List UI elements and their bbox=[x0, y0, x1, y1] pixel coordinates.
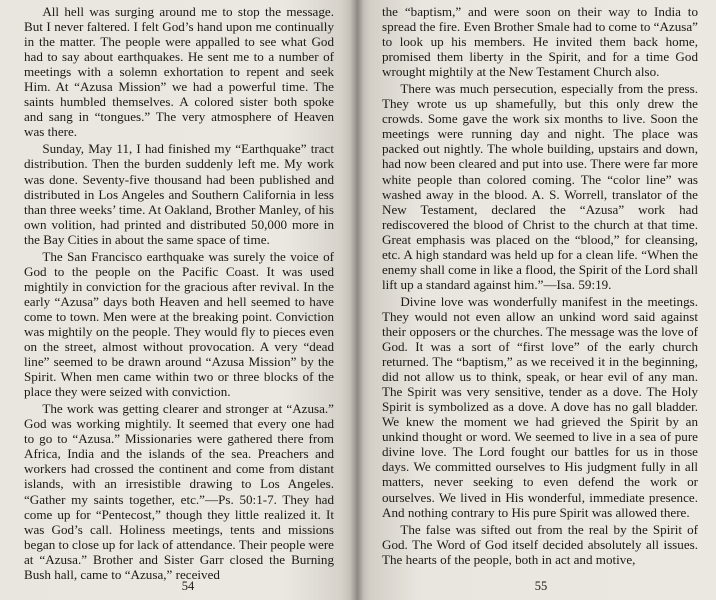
paragraph: The work was getting clearer and stronger at “Azusa.” God was working mightily. It seemed that every one had to go to “Azusa.” Missionaries were gathered there from Africa, India and the islands of the sea. Preachers and workers had crossed the continent and come from distant islands, with an irresistible drawing to Los Angeles. “Gather my saints together, etc.”—Ps. 50:1-7. They had come up for “Pentecost,” though they little realized it. It was God’s call. Holiness meetings, tents and missions began to close up for lack of attendance. Their people were at “Azusa.” Brother and Sister Garr closed the Burning Bush hall, came to “Azusa,” received bbox=[24, 401, 334, 582]
paragraph: Sunday, May 11, I had finished my “Earthquake” tract distribution. Then the burden suddenly left me. My work was done. Seventy-five thousand had been published and distributed in Los Angeles and Southern California in less than three weeks’ time. At Oakland, Brother Manley, of his own volition, had printed and distributed 50,000 more in the Bay Cities in about the same space of time. bbox=[24, 141, 334, 247]
right-page bbox=[356, 0, 716, 600]
paragraph: The San Francisco earthquake was surely the voice of God to the people on the Pacific Coast. It was used mightily in conviction for the gracious after revival. In the early “Azusa” days both Heaven and hell seemed to have come to town. Men were at the breaking point. Conviction was mightily on the people. They would fly to pieces even on the street, almost without provocation. A very “dead line” seemed to be drawn around “Azusa Mission” by the Spirit. When men came within two or three blocks of the place they were seized with conviction. bbox=[24, 248, 334, 400]
left-page bbox=[0, 0, 356, 600]
paragraph: The false was sifted out from the real by the Spirit of God. The Word of God itself decided absolutely all issues. The hearts of the people, both in act and motive, bbox=[382, 521, 698, 567]
page-number: 54 bbox=[181, 579, 195, 593]
paragraph: Divine love was wonderfully manifest in the meetings. They would not even allow an unkind word said against their opposers or the churches. The message was the love of God. It was a sort of “first love” of the early church returned. The “baptism,” as we received it in the beginning, did not allow us to think, speak, or hear evil of any man. The Spirit was very sensitive, tender as a dove. The Holy Spirit is symbolized as a dove. A dove has no gall bladder. We knew the moment we had grieved the Spirit by an unkind thought or word. We seemed to live in a sea of pure divine love. The Lord fought our battles for us in those days. We committed ourselves to His judgment fully in all matters, never seeking to even defend the work or ourselves. We lived in His wonderful, immediate presence. And nothing contrary to His pure Spirit was allowed there. bbox=[382, 293, 698, 520]
paragraph: All hell was surging around me to stop the message. But I never faltered. I felt God’s hand upon me continually in the matter. The people were appalled to see what God had to say about earthquakes. He sent me to a number of meetings with a solemn exhortation to repent and seek Him. At “Azusa Mission” we had a powerful time. The saints humbled themselves. A colored sister both spoke and sang in “tongues.” The very atmosphere of Heaven was there. bbox=[24, 4, 334, 140]
right-page-text bbox=[382, 4, 698, 567]
left-page-text bbox=[24, 4, 334, 582]
paragraph: There was much persecution, especially from the press. They wrote us up shamefully, but this only drew the crowds. Some gave the work six months to live. Soon the meetings were running day and night. The place was packed out nightly. The whole building, upstairs and down, had now been cleared and put into use. There were far more white people than colored coming. The “color line” was washed away in the blood. A. S. Worrell, translator of the New Testament, declared the “Azusa” work had rediscovered the blood of Christ to the church at that time. Great emphasis was placed on the “blood,” for cleansing, etc. A high standard was held up for a clean life. “When the enemy shall come in like a flood, the Spirit of the Lord shall lift up a standard against him.”—Isa. 59:19. bbox=[382, 81, 698, 292]
book-gutter bbox=[350, 0, 364, 600]
paragraph: the “baptism,” and were soon on their way to India to spread the fire. Even Brother Smale had to come to “Azusa” to look up his members. He invited them back home, promised them liberty in the Spirit, and for a time God wrought mightily at the New Testament Church also. bbox=[382, 4, 698, 80]
page-number: 55 bbox=[534, 579, 548, 593]
